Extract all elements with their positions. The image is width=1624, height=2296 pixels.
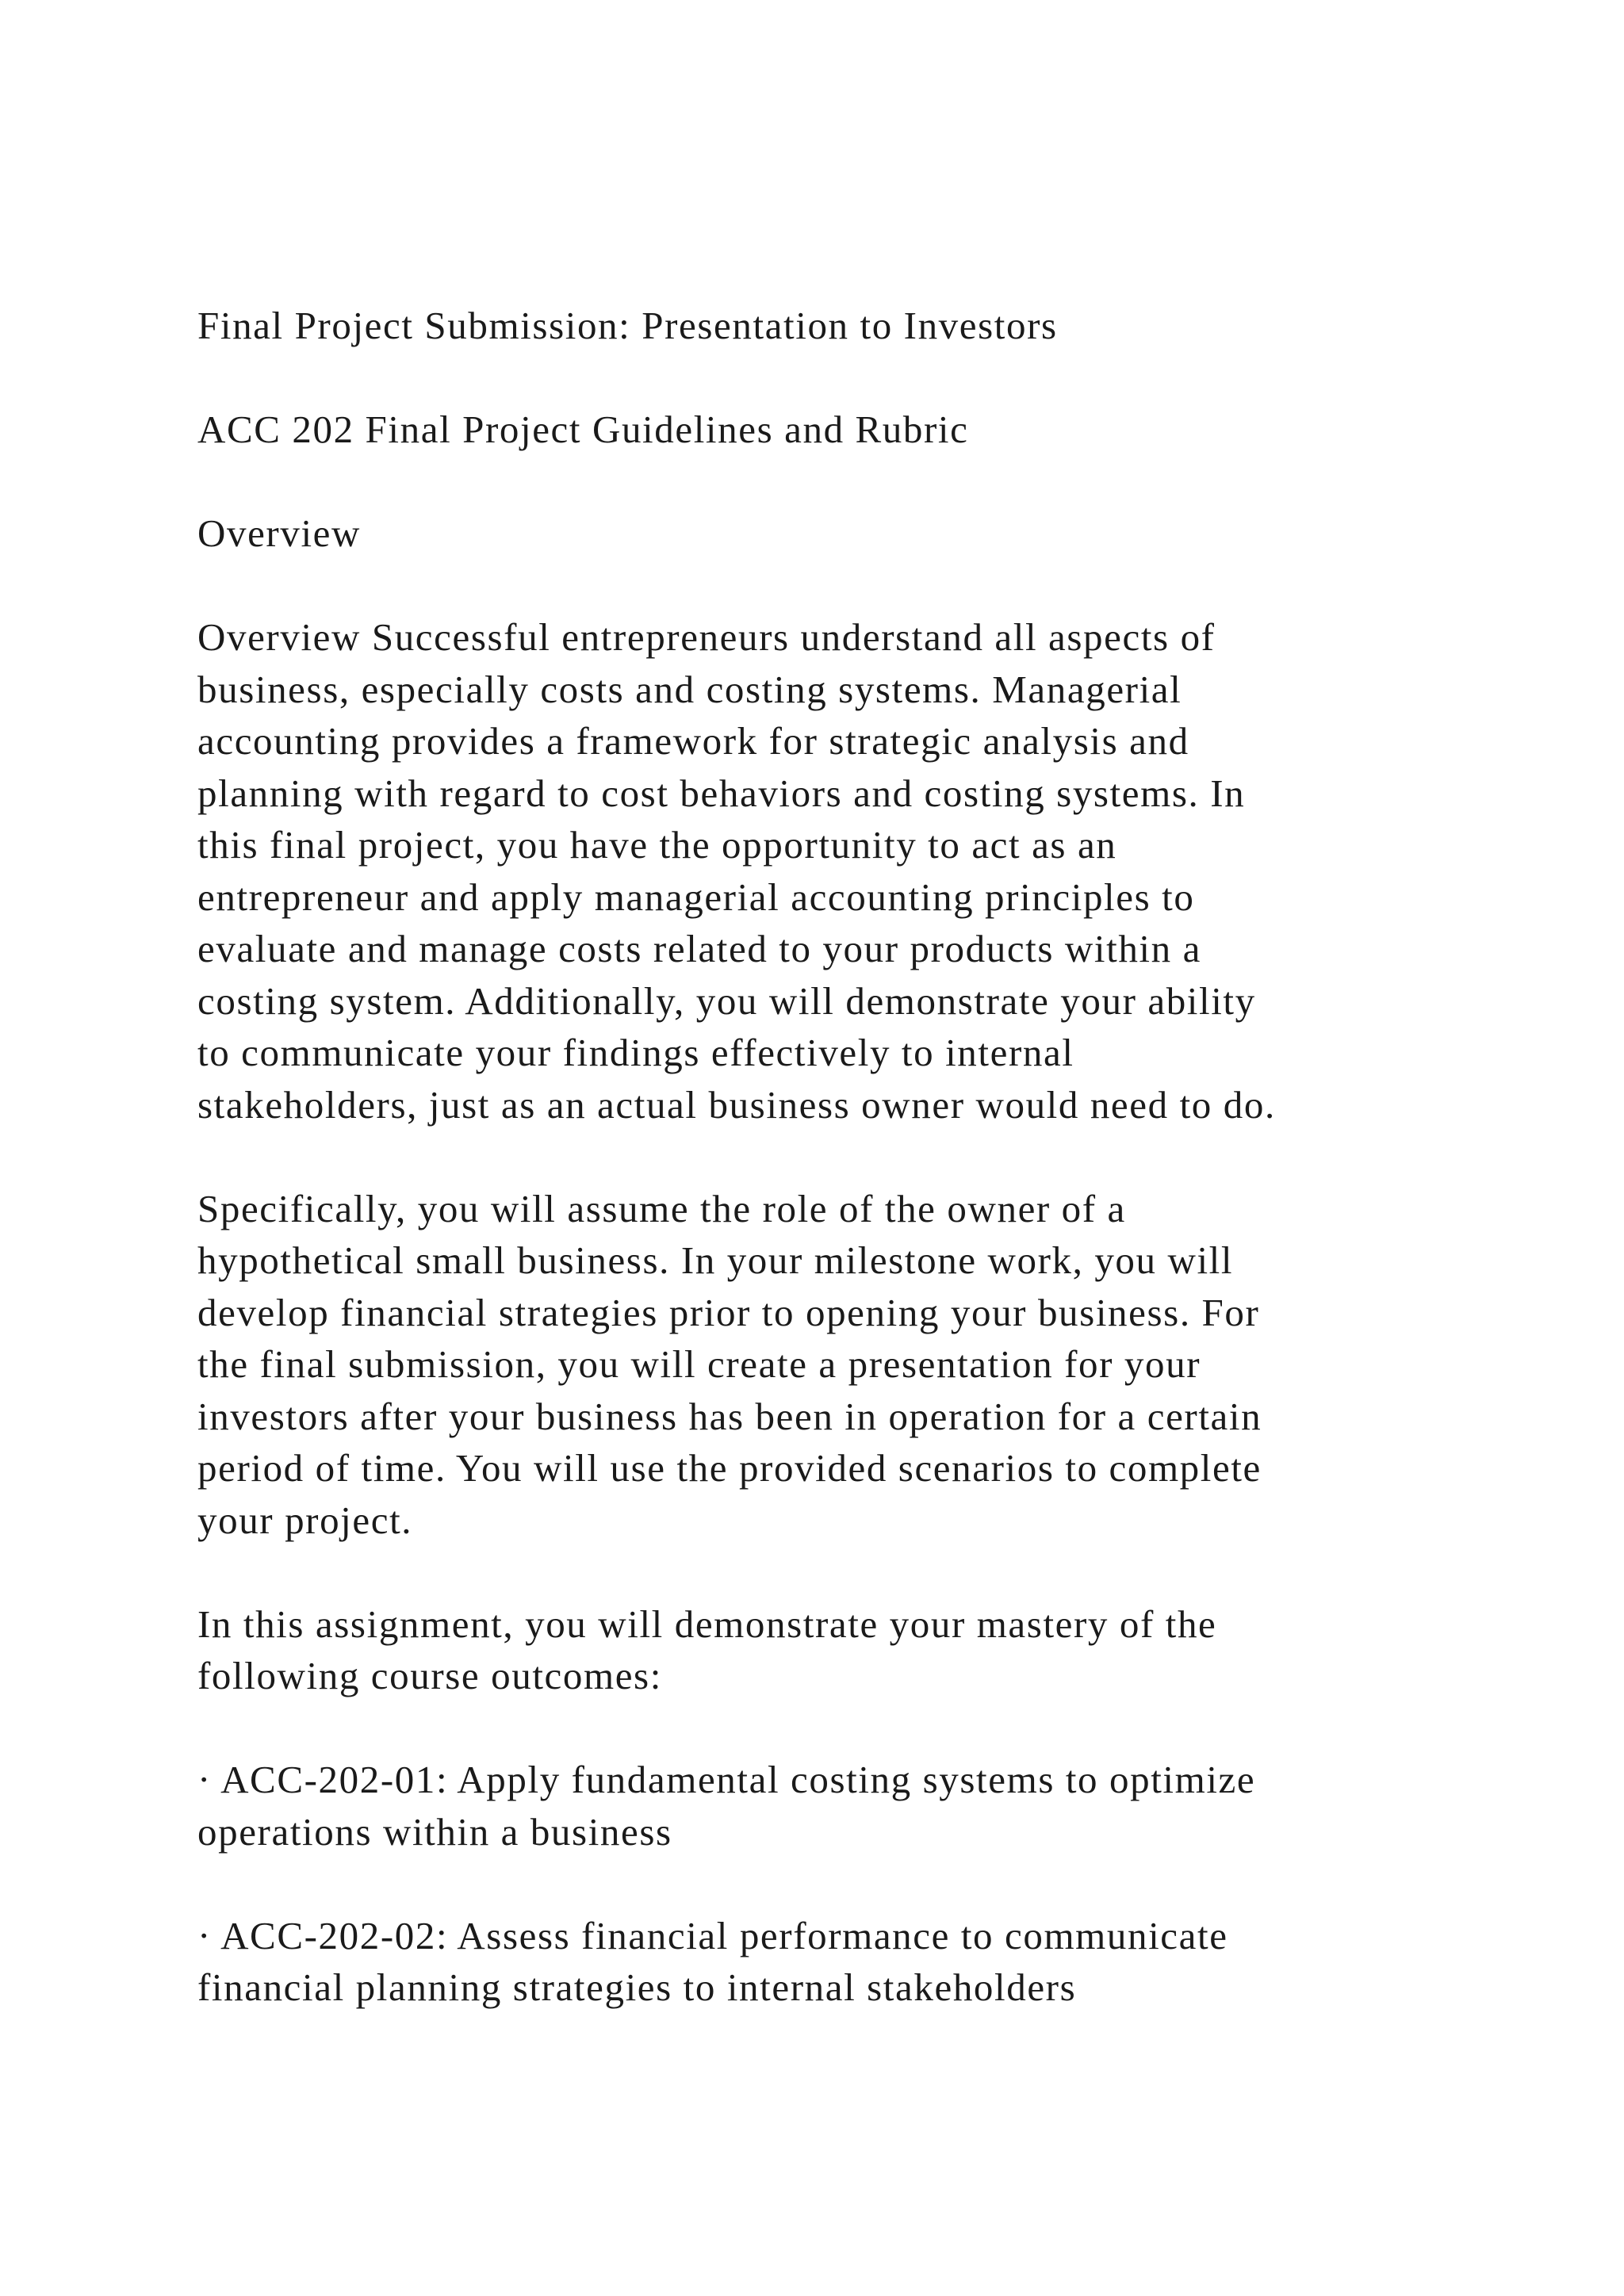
paragraph-line: following course outcomes: (197, 1654, 662, 1697)
paragraph-outcomes-intro (197, 1598, 1434, 1702)
document-subtitle-text: ACC 202 Final Project Guidelines and Rubric (197, 408, 969, 451)
paragraph-line: accounting provides a framework for strategic analysis and (197, 719, 1189, 763)
outcome-line: · ACC-202-01: Apply fundamental costing systems to optimize (197, 1758, 1256, 1801)
outcome-line: · ACC-202-02: Assess financial performance to communicate (197, 1913, 1228, 1957)
paragraph-line: this final project, you have the opportunity to act as an (197, 823, 1117, 867)
paragraph-line: business, especially costs and costing systems. Managerial (197, 667, 1182, 711)
paragraph-line: In this assignment, you will demonstrate your mastery of the (197, 1601, 1217, 1646)
paragraph-role (197, 1183, 1434, 1547)
paragraph-overview (197, 611, 1434, 1131)
paragraph-line: entrepreneur and apply managerial accounting principles to (197, 874, 1195, 919)
paragraph-line: your project. (197, 1498, 413, 1542)
paragraph-line: stakeholders, just as an actual business owner would need to do. (197, 1082, 1276, 1127)
paragraph-line: hypothetical small business. In your milestone work, you will (197, 1238, 1234, 1282)
paragraph-line: Overview Successful entrepreneurs understand all aspects of (197, 615, 1216, 659)
document-title-text: Final Project Submission: Presentation to Investors (197, 304, 1058, 347)
paragraph-line: planning with regard to cost behaviors and costing systems. In (197, 771, 1246, 815)
paragraph-line: costing system. Additionally, you will demonstrate your ability (197, 978, 1256, 1023)
outcome-line: operations within a business (197, 1809, 672, 1854)
paragraph-line: to communicate your findings effectively to internal (197, 1031, 1074, 1074)
outcome-item-acc-202-02 (197, 1910, 1434, 2014)
paragraph-line: the final submission, you will create a presentation for your (197, 1342, 1201, 1386)
outcome-line: financial planning strategies to internal stakeholders (197, 1965, 1077, 2009)
paragraph-line: period of time. You will use the provided scenarios to complete (197, 1446, 1262, 1490)
paragraph-line: Specifically, you will assume the role of the owner of a (197, 1186, 1126, 1230)
document-body (197, 300, 1434, 2065)
document-subtitle (197, 404, 1434, 456)
section-heading-overview (197, 507, 1434, 560)
paragraph-line: evaluate and manage costs related to your products within a (197, 927, 1201, 970)
document-title (197, 300, 1434, 352)
paragraph-line: develop financial strategies prior to opening your business. For (197, 1290, 1260, 1334)
paragraph-line: investors after your business has been in operation for a certain (197, 1394, 1262, 1438)
section-heading-text: Overview (197, 511, 362, 555)
outcome-item-acc-202-01 (197, 1754, 1434, 1858)
